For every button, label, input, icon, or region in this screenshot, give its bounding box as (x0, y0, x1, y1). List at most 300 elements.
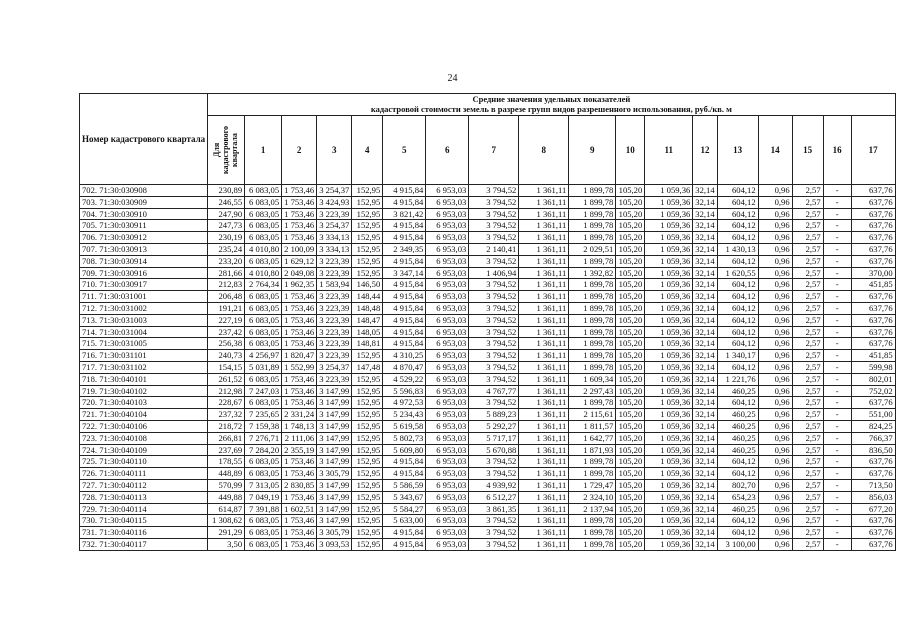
group-3-cell: 3 093,53 (317, 538, 352, 550)
quarter-value-cell: 212,83 (208, 279, 245, 291)
group-14-cell: 0,96 (758, 350, 792, 362)
group-14-cell: 0,96 (758, 196, 792, 208)
group-7-cell: 3 794,52 (469, 538, 519, 550)
group-7-cell: 3 794,52 (469, 361, 519, 373)
group-13-cell: 604,12 (717, 232, 758, 244)
group-16-cell: - (823, 350, 851, 362)
group-4-cell: 152,95 (352, 243, 383, 255)
table-row (80, 196, 896, 208)
group-3-cell: 3 223,39 (317, 350, 352, 362)
table-row (80, 515, 896, 527)
column-header-16: 16 (823, 116, 851, 185)
group-9-cell: 2 324,10 (569, 491, 616, 503)
group-6-cell: 6 953,03 (426, 503, 469, 515)
quarter-value-cell: 212,98 (208, 385, 245, 397)
group-10-cell: 105,20 (616, 302, 645, 314)
group-15-cell: 2,57 (792, 196, 823, 208)
table-row (80, 432, 896, 444)
quarter-number-cell: 704. 71:30:030910 (80, 208, 208, 220)
group-13-cell: 460,25 (717, 385, 758, 397)
group-17-cell: 637,76 (851, 243, 895, 255)
group-4-cell: 152,95 (352, 350, 383, 362)
group-3-cell: 3 147,99 (317, 409, 352, 421)
group-10-cell: 105,20 (616, 538, 645, 550)
group-5-cell: 3 347,14 (383, 267, 426, 279)
column-header-5: 5 (383, 116, 426, 185)
column-header-7: 7 (469, 116, 519, 185)
group-17-cell: 637,76 (851, 456, 895, 468)
group-11-cell: 1 059,36 (645, 185, 693, 197)
group-11-cell: 1 059,36 (645, 326, 693, 338)
quarter-number-cell: 706. 71:30:030912 (80, 232, 208, 244)
group-10-cell: 105,20 (616, 385, 645, 397)
group-2-cell: 1 753,46 (282, 220, 317, 232)
group-9-cell: 1 899,78 (569, 468, 616, 480)
group-11-cell: 1 059,36 (645, 208, 693, 220)
group-12-cell: 32,14 (693, 208, 717, 220)
group-10-cell: 105,20 (616, 491, 645, 503)
group-14-cell: 0,96 (758, 243, 792, 255)
group-6-cell: 6 953,03 (426, 338, 469, 350)
group-16-cell: - (823, 420, 851, 432)
group-3-cell: 3 254,37 (317, 220, 352, 232)
group-15-cell: 2,57 (792, 456, 823, 468)
group-12-cell: 32,14 (693, 196, 717, 208)
group-8-cell: 1 361,11 (519, 432, 569, 444)
group-17-cell: 713,50 (851, 479, 895, 491)
group-17-cell: 599,98 (851, 361, 895, 373)
header-quarter-number: Номер кадастрового квартала (80, 94, 208, 185)
group-4-cell: 152,95 (352, 527, 383, 539)
group-9-cell: 1 899,78 (569, 255, 616, 267)
group-16-cell: - (823, 538, 851, 550)
group-14-cell: 0,96 (758, 397, 792, 409)
group-15-cell: 2,57 (792, 243, 823, 255)
group-1-cell: 7 049,19 (245, 491, 282, 503)
group-3-cell: 3 223,39 (317, 208, 352, 220)
quarter-number-cell: 718. 71:30:040101 (80, 373, 208, 385)
table-row (80, 527, 896, 539)
group-1-cell: 6 083,05 (245, 232, 282, 244)
group-16-cell: - (823, 444, 851, 456)
group-9-cell: 1 899,78 (569, 196, 616, 208)
group-8-cell: 1 361,11 (519, 409, 569, 421)
group-11-cell: 1 059,36 (645, 444, 693, 456)
quarter-number-cell: 731. 71:30:040116 (80, 527, 208, 539)
group-2-cell: 2 049,08 (282, 267, 317, 279)
quarter-number-cell: 719. 71:30:040102 (80, 385, 208, 397)
group-12-cell: 32,14 (693, 444, 717, 456)
group-4-cell: 152,95 (352, 432, 383, 444)
quarter-number-cell: 716. 71:30:031101 (80, 350, 208, 362)
column-header-14: 14 (758, 116, 792, 185)
quarter-number-cell: 705. 71:30:030911 (80, 220, 208, 232)
group-12-cell: 32,14 (693, 432, 717, 444)
group-7-cell: 3 794,52 (469, 373, 519, 385)
group-12-cell: 32,14 (693, 527, 717, 539)
group-11-cell: 1 059,36 (645, 491, 693, 503)
group-15-cell: 2,57 (792, 515, 823, 527)
group-10-cell: 105,20 (616, 220, 645, 232)
column-header-1: 1 (245, 116, 282, 185)
group-1-cell: 6 083,05 (245, 326, 282, 338)
group-5-cell: 4 915,84 (383, 185, 426, 197)
group-16-cell: - (823, 361, 851, 373)
group-11-cell: 1 059,36 (645, 361, 693, 373)
group-5-cell: 4 870,47 (383, 361, 426, 373)
group-9-cell: 1 899,78 (569, 326, 616, 338)
group-12-cell: 32,14 (693, 350, 717, 362)
quarter-value-cell: 261,52 (208, 373, 245, 385)
table-body (80, 185, 896, 551)
group-13-cell: 604,12 (717, 314, 758, 326)
table-row (80, 208, 896, 220)
group-16-cell: - (823, 515, 851, 527)
group-8-cell: 1 361,11 (519, 350, 569, 362)
group-8-cell: 1 361,11 (519, 208, 569, 220)
group-10-cell: 105,20 (616, 503, 645, 515)
quarter-value-cell: 3,50 (208, 538, 245, 550)
group-3-cell: 3 223,39 (317, 291, 352, 303)
group-10-cell: 105,20 (616, 361, 645, 373)
group-13-cell: 604,12 (717, 208, 758, 220)
group-6-cell: 6 953,03 (426, 361, 469, 373)
group-12-cell: 32,14 (693, 468, 717, 480)
group-3-cell: 3 223,39 (317, 326, 352, 338)
group-7-cell: 3 794,52 (469, 255, 519, 267)
group-12-cell: 32,14 (693, 220, 717, 232)
column-header-6: 6 (426, 116, 469, 185)
group-6-cell: 6 953,03 (426, 196, 469, 208)
group-11-cell: 1 059,36 (645, 279, 693, 291)
group-15-cell: 2,57 (792, 208, 823, 220)
group-15-cell: 2,57 (792, 503, 823, 515)
group-6-cell: 6 953,03 (426, 350, 469, 362)
table-row (80, 397, 896, 409)
group-1-cell: 7 313,05 (245, 479, 282, 491)
quarter-number-cell: 724. 71:30:040109 (80, 444, 208, 456)
quarter-number-cell: 726. 71:30:040111 (80, 468, 208, 480)
column-header-12: 12 (693, 116, 717, 185)
group-5-cell: 4 915,84 (383, 302, 426, 314)
group-14-cell: 0,96 (758, 220, 792, 232)
group-8-cell: 1 361,11 (519, 326, 569, 338)
group-3-cell: 3 147,99 (317, 385, 352, 397)
group-6-cell: 6 953,03 (426, 373, 469, 385)
group-9-cell: 1 899,78 (569, 527, 616, 539)
group-7-cell: 5 889,23 (469, 409, 519, 421)
group-13-cell: 604,12 (717, 361, 758, 373)
group-3-cell: 3 223,39 (317, 255, 352, 267)
group-1-cell: 6 083,05 (245, 515, 282, 527)
group-12-cell: 32,14 (693, 338, 717, 350)
group-3-cell: 3 147,99 (317, 444, 352, 456)
quarter-number-cell: 721. 71:30:040104 (80, 409, 208, 421)
group-17-cell: 451,85 (851, 350, 895, 362)
quarter-number-cell: 703. 71:30:030909 (80, 196, 208, 208)
group-10-cell: 105,20 (616, 432, 645, 444)
group-4-cell: 146,50 (352, 279, 383, 291)
quarter-value-cell: 1 308,62 (208, 515, 245, 527)
group-12-cell: 32,14 (693, 373, 717, 385)
group-13-cell: 1 620,55 (717, 267, 758, 279)
group-1-cell: 2 764,34 (245, 279, 282, 291)
group-6-cell: 6 953,03 (426, 479, 469, 491)
group-13-cell: 604,12 (717, 302, 758, 314)
group-14-cell: 0,96 (758, 338, 792, 350)
group-7-cell: 3 861,35 (469, 503, 519, 515)
group-1-cell: 6 083,05 (245, 208, 282, 220)
group-4-cell: 152,95 (352, 444, 383, 456)
header-group-title (208, 94, 896, 116)
group-9-cell: 1 899,78 (569, 538, 616, 550)
table-row (80, 314, 896, 326)
group-8-cell: 1 361,11 (519, 302, 569, 314)
group-5-cell: 4 972,53 (383, 397, 426, 409)
table-row (80, 456, 896, 468)
quarter-value-cell: 233,20 (208, 255, 245, 267)
group-10-cell: 105,20 (616, 291, 645, 303)
group-2-cell: 1 753,46 (282, 538, 317, 550)
table-row (80, 232, 896, 244)
group-1-cell: 6 083,05 (245, 527, 282, 539)
group-17-cell: 766,37 (851, 432, 895, 444)
group-8-cell: 1 361,11 (519, 220, 569, 232)
group-13-cell: 604,12 (717, 255, 758, 267)
group-4-cell: 152,95 (352, 420, 383, 432)
group-17-cell: 637,76 (851, 185, 895, 197)
group-4-cell: 152,95 (352, 397, 383, 409)
group-13-cell: 604,12 (717, 338, 758, 350)
group-5-cell: 4 529,22 (383, 373, 426, 385)
group-13-cell: 1 430,13 (717, 243, 758, 255)
group-11-cell: 1 059,36 (645, 468, 693, 480)
group-11-cell: 1 059,36 (645, 314, 693, 326)
group-8-cell: 1 361,11 (519, 479, 569, 491)
table-row (80, 479, 896, 491)
group-3-cell: 3 147,99 (317, 503, 352, 515)
group-9-cell: 2 029,51 (569, 243, 616, 255)
quarter-number-cell: 730. 71:30:040115 (80, 515, 208, 527)
group-17-cell: 637,76 (851, 291, 895, 303)
group-17-cell: 451,85 (851, 279, 895, 291)
group-11-cell: 1 059,36 (645, 338, 693, 350)
group-6-cell: 6 953,03 (426, 220, 469, 232)
group-9-cell: 1 899,78 (569, 350, 616, 362)
table-row (80, 267, 896, 279)
group-11-cell: 1 059,36 (645, 255, 693, 267)
group-16-cell: - (823, 503, 851, 515)
group-15-cell: 2,57 (792, 479, 823, 491)
group-13-cell: 604,12 (717, 220, 758, 232)
group-2-cell: 1 820,47 (282, 350, 317, 362)
quarter-value-cell: 230,89 (208, 185, 245, 197)
group-4-cell: 147,48 (352, 361, 383, 373)
group-11-cell: 1 059,36 (645, 267, 693, 279)
group-6-cell: 6 953,03 (426, 185, 469, 197)
quarter-value-cell: 206,48 (208, 291, 245, 303)
group-2-cell: 1 753,46 (282, 302, 317, 314)
group-4-cell: 148,44 (352, 291, 383, 303)
table-row (80, 291, 896, 303)
group-5-cell: 4 915,84 (383, 527, 426, 539)
table-row (80, 361, 896, 373)
group-14-cell: 0,96 (758, 444, 792, 456)
group-8-cell: 1 361,11 (519, 397, 569, 409)
group-13-cell: 460,25 (717, 432, 758, 444)
group-5-cell: 4 915,84 (383, 338, 426, 350)
table-row (80, 255, 896, 267)
group-14-cell: 0,96 (758, 279, 792, 291)
group-15-cell: 2,57 (792, 420, 823, 432)
group-15-cell: 2,57 (792, 527, 823, 539)
column-header-4: 4 (352, 116, 383, 185)
group-2-cell: 2 830,85 (282, 479, 317, 491)
group-8-cell: 1 361,11 (519, 538, 569, 550)
group-11-cell: 1 059,36 (645, 503, 693, 515)
group-7-cell: 3 794,52 (469, 232, 519, 244)
group-15-cell: 2,57 (792, 267, 823, 279)
group-15-cell: 2,57 (792, 444, 823, 456)
group-14-cell: 0,96 (758, 208, 792, 220)
group-10-cell: 105,20 (616, 350, 645, 362)
group-8-cell: 1 361,11 (519, 243, 569, 255)
group-12-cell: 32,14 (693, 255, 717, 267)
group-10-cell: 105,20 (616, 468, 645, 480)
group-subtitle: кадастровой стоимости земель в разрезе групп видов разрешенного использования, руб./кв. м (370, 103, 732, 114)
group-6-cell: 6 953,03 (426, 397, 469, 409)
group-5-cell: 5 596,83 (383, 385, 426, 397)
quarter-value-cell: 227,19 (208, 314, 245, 326)
group-5-cell: 4 915,84 (383, 456, 426, 468)
group-2-cell: 1 602,51 (282, 503, 317, 515)
group-2-cell: 1 629,12 (282, 255, 317, 267)
group-17-cell: 637,76 (851, 527, 895, 539)
group-14-cell: 0,96 (758, 479, 792, 491)
group-17-cell: 752,02 (851, 385, 895, 397)
group-14-cell: 0,96 (758, 302, 792, 314)
group-6-cell: 6 953,03 (426, 538, 469, 550)
group-6-cell: 6 953,03 (426, 243, 469, 255)
group-6-cell: 6 953,03 (426, 314, 469, 326)
quarter-number-cell: 729. 71:30:040114 (80, 503, 208, 515)
quarter-number-cell: 715. 71:30:031005 (80, 338, 208, 350)
group-8-cell: 1 361,11 (519, 468, 569, 480)
group-6-cell: 6 953,03 (426, 432, 469, 444)
group-16-cell: - (823, 326, 851, 338)
group-1-cell: 4 010,80 (245, 267, 282, 279)
group-8-cell: 1 361,11 (519, 373, 569, 385)
group-8-cell: 1 361,11 (519, 279, 569, 291)
group-2-cell: 1 753,46 (282, 491, 317, 503)
group-9-cell: 1 899,78 (569, 456, 616, 468)
group-10-cell: 105,20 (616, 409, 645, 421)
group-12-cell: 32,14 (693, 361, 717, 373)
group-8-cell: 1 361,11 (519, 444, 569, 456)
group-17-cell: 637,76 (851, 302, 895, 314)
group-9-cell: 1 899,78 (569, 208, 616, 220)
group-3-cell: 3 254,37 (317, 361, 352, 373)
group-3-cell: 3 223,39 (317, 267, 352, 279)
group-16-cell: - (823, 232, 851, 244)
group-17-cell: 551,00 (851, 409, 895, 421)
group-6-cell: 6 953,03 (426, 491, 469, 503)
table-row (80, 409, 896, 421)
group-5-cell: 4 915,84 (383, 220, 426, 232)
quarter-value-cell: 291,29 (208, 527, 245, 539)
group-11-cell: 1 059,36 (645, 220, 693, 232)
group-11-cell: 1 059,36 (645, 515, 693, 527)
group-17-cell: 637,76 (851, 255, 895, 267)
group-4-cell: 148,48 (352, 302, 383, 314)
group-14-cell: 0,96 (758, 291, 792, 303)
group-5-cell: 4 915,84 (383, 538, 426, 550)
table-row (80, 468, 896, 480)
group-11-cell: 1 059,36 (645, 350, 693, 362)
group-14-cell: 0,96 (758, 385, 792, 397)
group-3-cell: 3 223,39 (317, 338, 352, 350)
group-11-cell: 1 059,36 (645, 302, 693, 314)
group-1-cell: 6 083,05 (245, 314, 282, 326)
column-header-8: 8 (519, 116, 569, 185)
group-7-cell: 6 512,27 (469, 491, 519, 503)
group-1-cell: 6 083,05 (245, 220, 282, 232)
group-4-cell: 148,81 (352, 338, 383, 350)
group-17-cell: 637,76 (851, 314, 895, 326)
group-15-cell: 2,57 (792, 468, 823, 480)
group-4-cell: 152,95 (352, 468, 383, 480)
group-12-cell: 32,14 (693, 515, 717, 527)
group-14-cell: 0,96 (758, 373, 792, 385)
group-13-cell: 604,12 (717, 291, 758, 303)
table-row (80, 220, 896, 232)
group-13-cell: 604,12 (717, 185, 758, 197)
group-5-cell: 4 310,25 (383, 350, 426, 362)
group-13-cell: 460,25 (717, 444, 758, 456)
group-3-cell: 3 334,13 (317, 243, 352, 255)
group-9-cell: 1 609,34 (569, 373, 616, 385)
group-4-cell: 148,05 (352, 326, 383, 338)
group-1-cell: 6 083,05 (245, 397, 282, 409)
group-13-cell: 460,25 (717, 409, 758, 421)
group-7-cell: 3 794,52 (469, 196, 519, 208)
group-6-cell: 6 953,03 (426, 302, 469, 314)
group-9-cell: 1 871,93 (569, 444, 616, 456)
group-13-cell: 604,12 (717, 326, 758, 338)
group-9-cell: 1 899,78 (569, 397, 616, 409)
group-4-cell: 152,95 (352, 515, 383, 527)
table-row (80, 538, 896, 550)
group-11-cell: 1 059,36 (645, 479, 693, 491)
group-6-cell: 6 953,03 (426, 385, 469, 397)
group-15-cell: 2,57 (792, 385, 823, 397)
group-5-cell: 5 802,73 (383, 432, 426, 444)
group-14-cell: 0,96 (758, 491, 792, 503)
group-2-cell: 1 753,46 (282, 314, 317, 326)
group-8-cell: 1 361,11 (519, 456, 569, 468)
quarter-number-cell: 711. 71:30:031001 (80, 291, 208, 303)
quarter-value-cell: 218,72 (208, 420, 245, 432)
group-8-cell: 1 361,11 (519, 185, 569, 197)
group-15-cell: 2,57 (792, 538, 823, 550)
group-1-cell: 6 083,05 (245, 291, 282, 303)
group-3-cell: 3 147,99 (317, 479, 352, 491)
group-9-cell: 2 297,43 (569, 385, 616, 397)
group-5-cell: 4 915,84 (383, 326, 426, 338)
group-7-cell: 3 794,52 (469, 350, 519, 362)
group-8-cell: 1 361,11 (519, 503, 569, 515)
group-11-cell: 1 059,36 (645, 243, 693, 255)
